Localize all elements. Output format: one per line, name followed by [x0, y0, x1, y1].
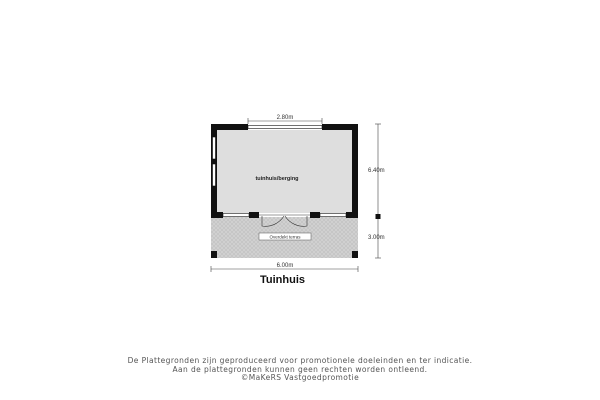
right-dimension-tick: [376, 214, 381, 219]
disclaimer-line-1: De Plattegronden zijn geproduceerd voor promotionele doeleinden en ter indicatie.: [127, 356, 473, 365]
disclaimer-line-3: ©MaKeRS Vastgoedpromotie: [240, 373, 360, 382]
bottom-dimension-label: 6.00m: [276, 263, 294, 269]
top-dimension-label: 2.80m: [276, 115, 294, 121]
terrace-label: Overdekt terras: [269, 234, 301, 240]
right-dimension-terrace-label: 3.00m: [368, 235, 385, 241]
room-label: tuinhuis/berging: [255, 176, 299, 182]
plan-title: Tuinhuis: [259, 274, 305, 286]
disclaimer-line-2: Aan de plattegronden kunnen geen rechten worden ontleend.: [172, 364, 428, 374]
right-dimension-depth-label: 6.40m: [368, 168, 385, 174]
room-area: [217, 130, 353, 213]
disclaimer: [0, 357, 600, 383]
